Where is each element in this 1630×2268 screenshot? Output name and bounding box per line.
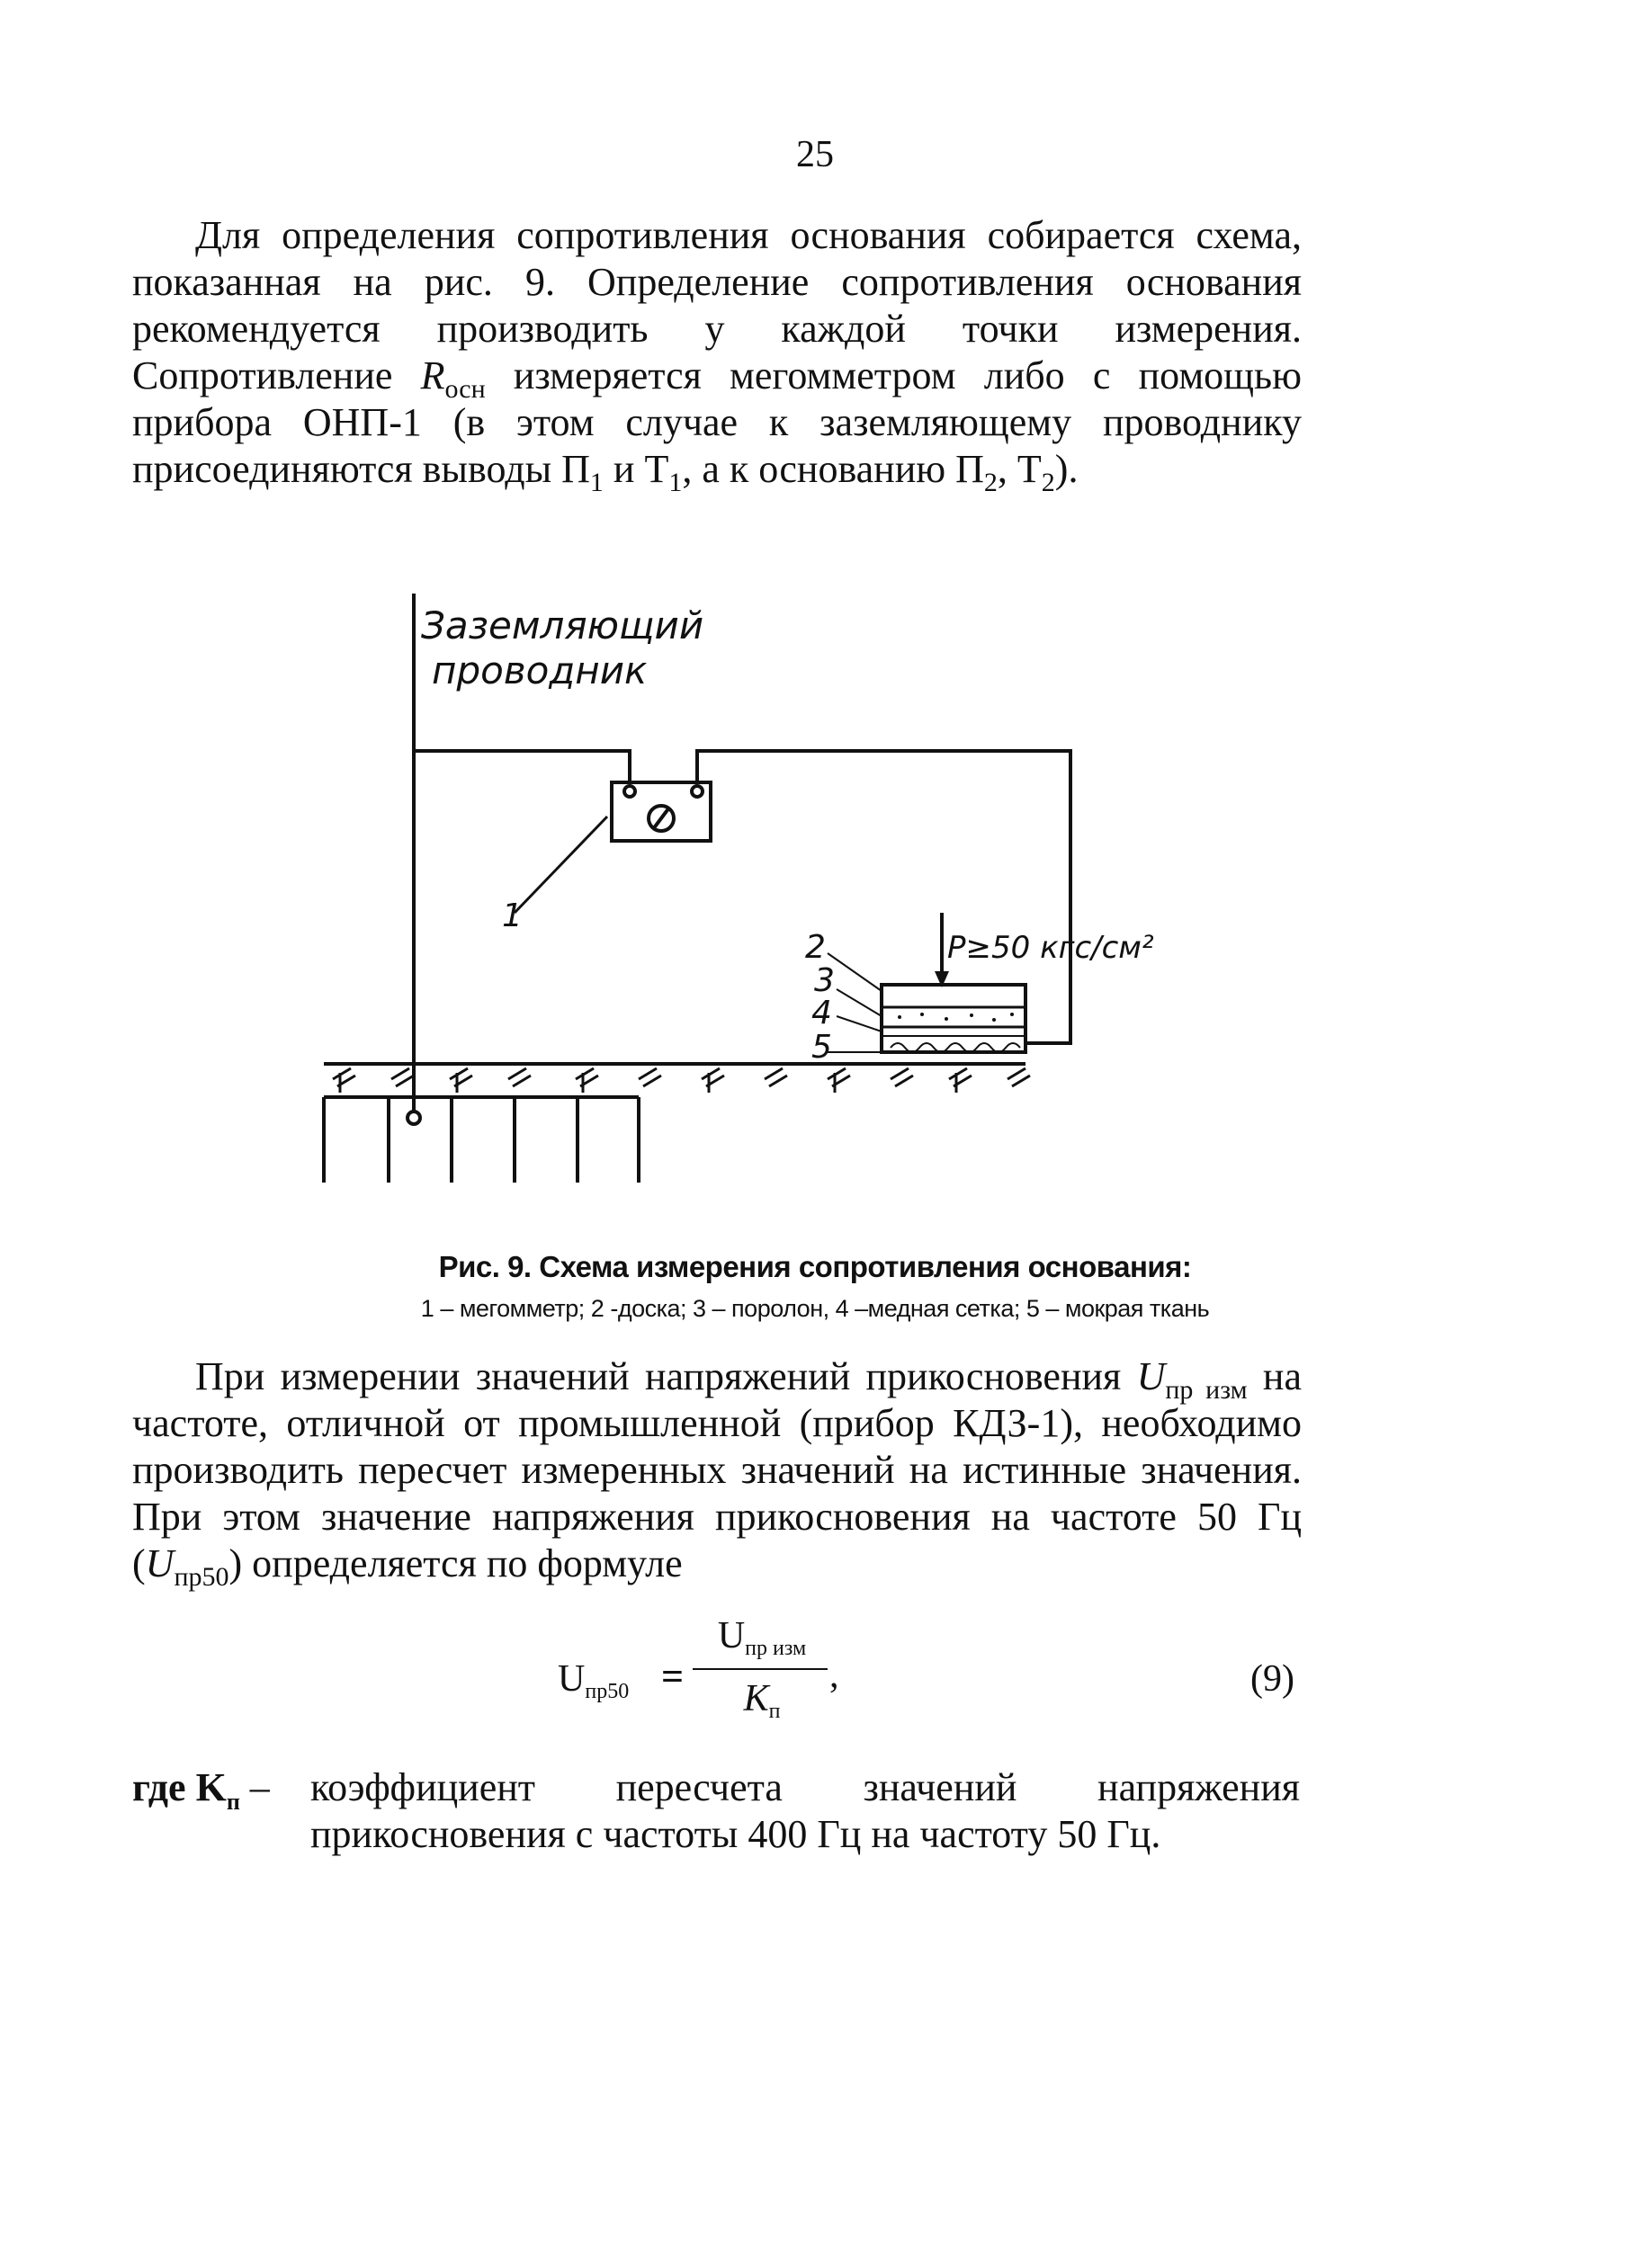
connection-node — [408, 1112, 420, 1124]
callout-label-4: 4 — [811, 995, 832, 1031]
symbol-U: U — [145, 1541, 175, 1585]
formula-denominator — [694, 1677, 829, 1723]
formula-num-subscript: пр изм — [745, 1637, 807, 1660]
figure-caption-legend: 1 – мегомметр; 2 -доска; 3 – поролон, 4 –медная сетка; 5 – мокрая ткань — [420, 1295, 1210, 1322]
terminal-icon — [624, 786, 635, 797]
paragraph-text: и Т — [603, 447, 669, 491]
conductor-label-line2: проводник — [432, 648, 648, 692]
symbol-R-subscript: осн — [444, 374, 486, 404]
callout-label-2: 2 — [805, 929, 826, 966]
pressure-label: P≥50 кгс/см² — [947, 930, 1154, 966]
callout-line-2 — [828, 953, 882, 991]
callout-label-5: 5 — [811, 1029, 832, 1066]
callout-line-4 — [837, 1016, 882, 1031]
wire-right — [697, 751, 1070, 1043]
callout-label-3: 3 — [814, 962, 835, 999]
paragraph-text: ) определяется по формуле — [228, 1541, 683, 1585]
paragraph-measurement — [132, 1353, 1302, 1592]
formula-comma: , — [829, 1655, 839, 1696]
symbol-U-subscript: пр изм — [1165, 1375, 1248, 1405]
paragraph-text: ). — [1054, 447, 1079, 491]
formula-num-symbol: U — [717, 1615, 746, 1656]
where-label-subscript: п — [226, 1789, 240, 1815]
subscript: 2 — [1041, 468, 1055, 497]
symbol-R: R — [420, 353, 445, 397]
paragraph-text: измеряется мегомметром либо с помощью прибора ОНП-1 (в этом случае к заземляющему проводнику присоединяются выводы П — [132, 353, 1302, 491]
terminal-icon — [692, 786, 703, 797]
callout-label-1: 1 — [502, 897, 523, 934]
equation-number: (9) — [1250, 1658, 1294, 1700]
paragraph-text: , Т — [997, 447, 1042, 491]
formula-den-symbol: K — [743, 1678, 769, 1719]
paragraph-intro — [132, 212, 1302, 497]
meter-needle — [653, 808, 669, 829]
where-label-text: где K — [132, 1765, 227, 1809]
paragraph-text: Для определения сопротивления основания собирается схема, показанная на рис. 9. Определение сопротивления основания рекомендуется производить у каждой точки измерения. Сопротивление — [132, 213, 1302, 397]
paragraph-text: на частоте, отличной от промышленной (прибор КДЗ-1), необходимо производить пересчет измеренных значений на истинные значения. При этом значение напряжения прикосновения на частоте 50 Гц ( — [132, 1354, 1302, 1585]
formula-lhs-subscript: пр50 — [585, 1680, 630, 1703]
symbol-U-subscript: пр50 — [174, 1562, 229, 1592]
where-definition: коэффициент пересчета значений напряжения прикосновения с частоты 400 Гц на частоту 50 Гц. — [310, 1765, 1300, 1856]
paragraph-text: , а к основанию П — [682, 447, 984, 491]
formula-numerator — [694, 1614, 829, 1660]
fraction-bar — [693, 1668, 828, 1670]
wire-left — [414, 751, 630, 784]
page-number: 25 — [796, 134, 834, 175]
subscript: 1 — [668, 468, 683, 497]
paragraph-text: При измерении значений напряжений прикосновения — [195, 1354, 1137, 1398]
callout-line-1 — [515, 817, 607, 913]
formula-equals: = — [661, 1655, 685, 1699]
subscript: 1 — [589, 468, 604, 497]
formula-lhs — [558, 1657, 629, 1701]
formula-9 — [0, 1614, 1630, 1749]
where-label — [132, 1764, 270, 1815]
formula-lhs-symbol: U — [558, 1658, 586, 1700]
measurement-circuit-diagram — [306, 576, 1205, 1205]
symbol-U: U — [1136, 1354, 1166, 1398]
ground-hatching — [333, 1068, 1030, 1093]
callout-line-3 — [837, 989, 882, 1016]
conductor-label-line1: Заземляющий — [421, 603, 704, 647]
formula-den-subscript: п — [768, 1700, 781, 1723]
board-assembly — [882, 985, 1025, 1052]
foam-texture — [898, 1013, 1014, 1022]
where-dash: – — [239, 1765, 270, 1809]
figure-caption-title: Рис. 9. Схема измерения сопротивления основания: — [438, 1250, 1192, 1283]
subscript: 2 — [983, 468, 998, 497]
